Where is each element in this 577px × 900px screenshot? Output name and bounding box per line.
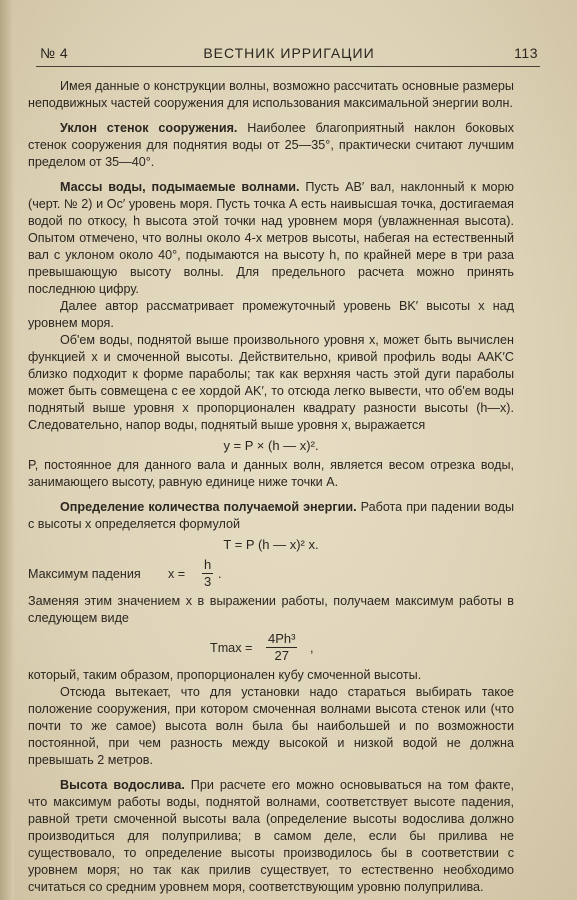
formula-end: . (218, 567, 222, 581)
section-heading: Определение количества получаемой энергии. (60, 500, 357, 514)
running-header (40, 45, 538, 65)
paragraph: Отсюда вытекает, что для установки надо стараться выбирать такое положение сооружения, при котором смоченная волнами высота стенок или (что почти то же самое) высота волн была бы наибольшей и по возможности постоянной, при чем разность между высокой и низкой водой не должна превышать 2 метров. (28, 685, 514, 767)
fraction-numerator: 4Ph³ (268, 631, 296, 646)
formula: T = P (h — x)² x. (223, 537, 319, 552)
tmax-formula (28, 631, 514, 665)
paragraph (28, 120, 514, 171)
paragraph-text: Пусть AB′ вал, наклонный к морю (черт. № 2) и Ос′ уровень моря. Пусть точка А есть наивысшая точка, достигаемая водой по откосу, h высота этой точки над уровнем моря (увлажненная высота). Опытом отмечено, что волны около 4-х метров высоты, набегая на естественный вал с уклоном около 40°, подымаются на высоту h, по крайней мере в три раза превышающую высоту волны. Для предельного расчета можно принять последнюю цифру. (28, 180, 514, 296)
paragraph: который, таким образом, пропорционален кубу смоченной высоты. (28, 668, 422, 682)
fraction-numerator: h (204, 557, 212, 572)
paragraph: P, постоянное для данного вала и данных волн, является весом отрезка воды, занимающего высоту, равную единице ниже точки A. (28, 458, 514, 489)
paragraph (28, 777, 514, 896)
paragraph: Имея данные о конструкции волны, возможно рассчитать основные размеры неподвижных частей сооружения для использования максимальной энергии волн. (28, 79, 514, 110)
issue-number: № 4 (40, 45, 69, 61)
formula-label: Максимум падения (28, 567, 141, 581)
journal-title: ВЕСТНИК ИРРИГАЦИИ (203, 45, 375, 61)
paragraph: Об'ем воды, поднятой выше произвольного уровня x, может быть вычислен функцией x и смоченной высоты. Действительно, кривой профиль воды AAK′C близко подходит к форме параболы; так как верхняя часть этой дуги параболы может быть совмещена с ее хордой AK′, то отсюда легко вывести, что об'ем воды поднятый выше уровня x пропорционален квадрату разности высоты (h—x). Следовательно, напор воды, поднятый выше уровня x, выражается (28, 333, 514, 432)
section-heading: Высота водослива. (60, 778, 185, 792)
article-body (28, 78, 514, 896)
paragraph-text: При расчете его можно основываться на том факте, что максимум работы воды, поднятой волнами, соответствует высоте падения, равной трети смоченной высоты вала (определение высоты водослива должно производиться для полуприлива; в самом деле, если бы прилива не существовало, то определение высоты производилось бы в соответствии с уровнем моря; но так как прилив существует, то естественно необходимо считаться со средним уровнем моря, соответствующим уровню полуприлива. (28, 778, 514, 894)
formula-lhs: x = (168, 567, 186, 581)
max-fall-formula (28, 557, 514, 591)
fraction (266, 631, 297, 664)
section-heading: Уклон стенок сооружения. (60, 121, 238, 135)
paragraph: Заменяя этим значением x в выражении работы, получаем максимум работы в следующем виде (28, 594, 514, 625)
page-gutter (0, 0, 14, 900)
paragraph (28, 499, 514, 533)
paragraph-text: Наиболее благоприятный наклон боковых стенок сооружения для поднятия воды от 25—35°, практически считают лучшим пределом от 35—40°. (28, 121, 514, 169)
header-rule (36, 66, 540, 67)
formula-end: , (310, 641, 314, 655)
fraction (202, 557, 213, 590)
fraction-denominator: 27 (274, 648, 289, 663)
fraction-denominator: 3 (204, 574, 212, 589)
formula: y = P × (h — x)². (223, 438, 319, 453)
formula-lhs: Tmax = (210, 641, 253, 655)
section-heading: Массы воды, подымаемые волнами. (60, 180, 300, 194)
paragraph (28, 179, 514, 298)
paragraph: Далее автор рассматривает промежуточный уровень BK′ высоты x над уровнем моря. (28, 299, 514, 330)
paragraph-text: Работа при падении воды с высоты x определяется формулой (28, 500, 514, 531)
page-number: 113 (514, 45, 538, 61)
